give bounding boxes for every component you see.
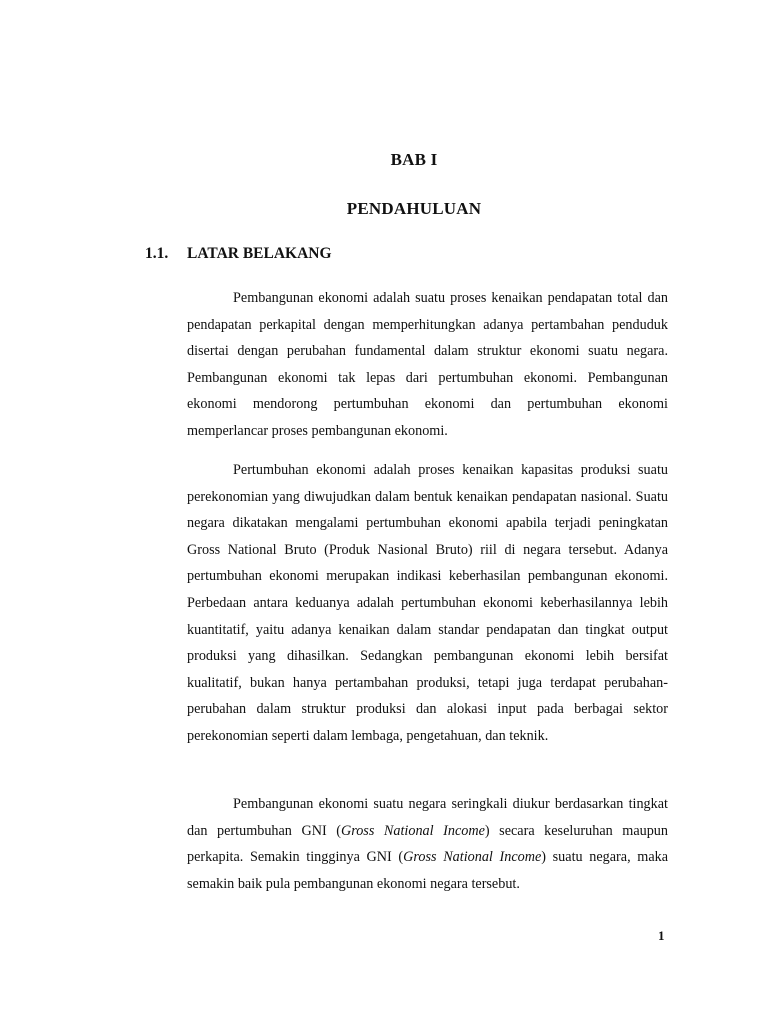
paragraph-3 xyxy=(187,791,668,897)
paragraph-3-text-a: Pembangunan ekonomi suatu negara seringkali diukur berdasarkan tingkat dan pertumbuhan GNI ( xyxy=(187,796,668,839)
paragraph-3-italic-a: Gross National Income xyxy=(340,822,485,839)
paragraph-2-text: Pertumbuhan ekonomi adalah proses kenaikan kapasitas produksi suatu perekonomian yang diwujudkan dalam bentuk kenaikan pendapatan nasional. Suatu negara dikatakan mengalami pertumbuhan ekonomi apabila terjadi peningkatan Gross National Bruto (Produk Nasional Bruto) riil di negara tersebut. Adanya pertumbuhan ekonomi merupakan indikasi keberhasilan pembangunan ekonomi. Perbedaan antara keduanya adalah pertumbuhan ekonomi keberhasilannya lebih kuantitatif, yaitu adanya kenaikan dalam standar pendapatan dan tingkat output produksi yang dihasilkan. Sedangkan pembangunan ekonomi lebih bersifat kualitatif, bukan hanya pertambahan produksi, tetapi juga terdapat perubahan-perubahan dalam struktur produksi dan alokasi input pada berbagai sektor perekonomian seperti dalam lembaga, pengetahuan, dan teknik. xyxy=(187,462,668,744)
paragraph-1 xyxy=(187,285,668,445)
section-title: LATAR BELAKANG xyxy=(187,245,332,262)
paragraph-1-text: Pembangunan ekonomi adalah suatu proses kenaikan pendapatan total dan pendapatan perkapital dengan memperhitungkan adanya pertambahan penduduk disertai dengan perubahan fundamental dalam struktur ekonomi suatu negara. Pembangunan ekonomi tak lepas dari pertumbuhan ekonomi. Pembangunan ekonomi mendorong pertumbuhan ekonomi dan pertumbuhan ekonomi memperlancar proses pembangunan ekonomi. xyxy=(187,290,668,439)
paragraph-3-text-c: ) suatu negara, maka semakin baik pula pembangunan ekonomi negara tersebut. xyxy=(187,849,669,892)
paragraph-3-text-b: ) secara keseluruhan maupun perkapita. Semakin tingginya GNI ( xyxy=(187,822,668,866)
chapter-title: PENDAHULUAN xyxy=(346,199,482,218)
page-number: 1 xyxy=(658,928,665,943)
paragraph-3-italic-b: Gross National Income xyxy=(403,849,542,866)
paragraph-2 xyxy=(187,457,668,750)
section-heading xyxy=(145,245,332,263)
section-number: 1.1. xyxy=(145,245,169,262)
chapter-number: BAB I xyxy=(390,150,438,169)
